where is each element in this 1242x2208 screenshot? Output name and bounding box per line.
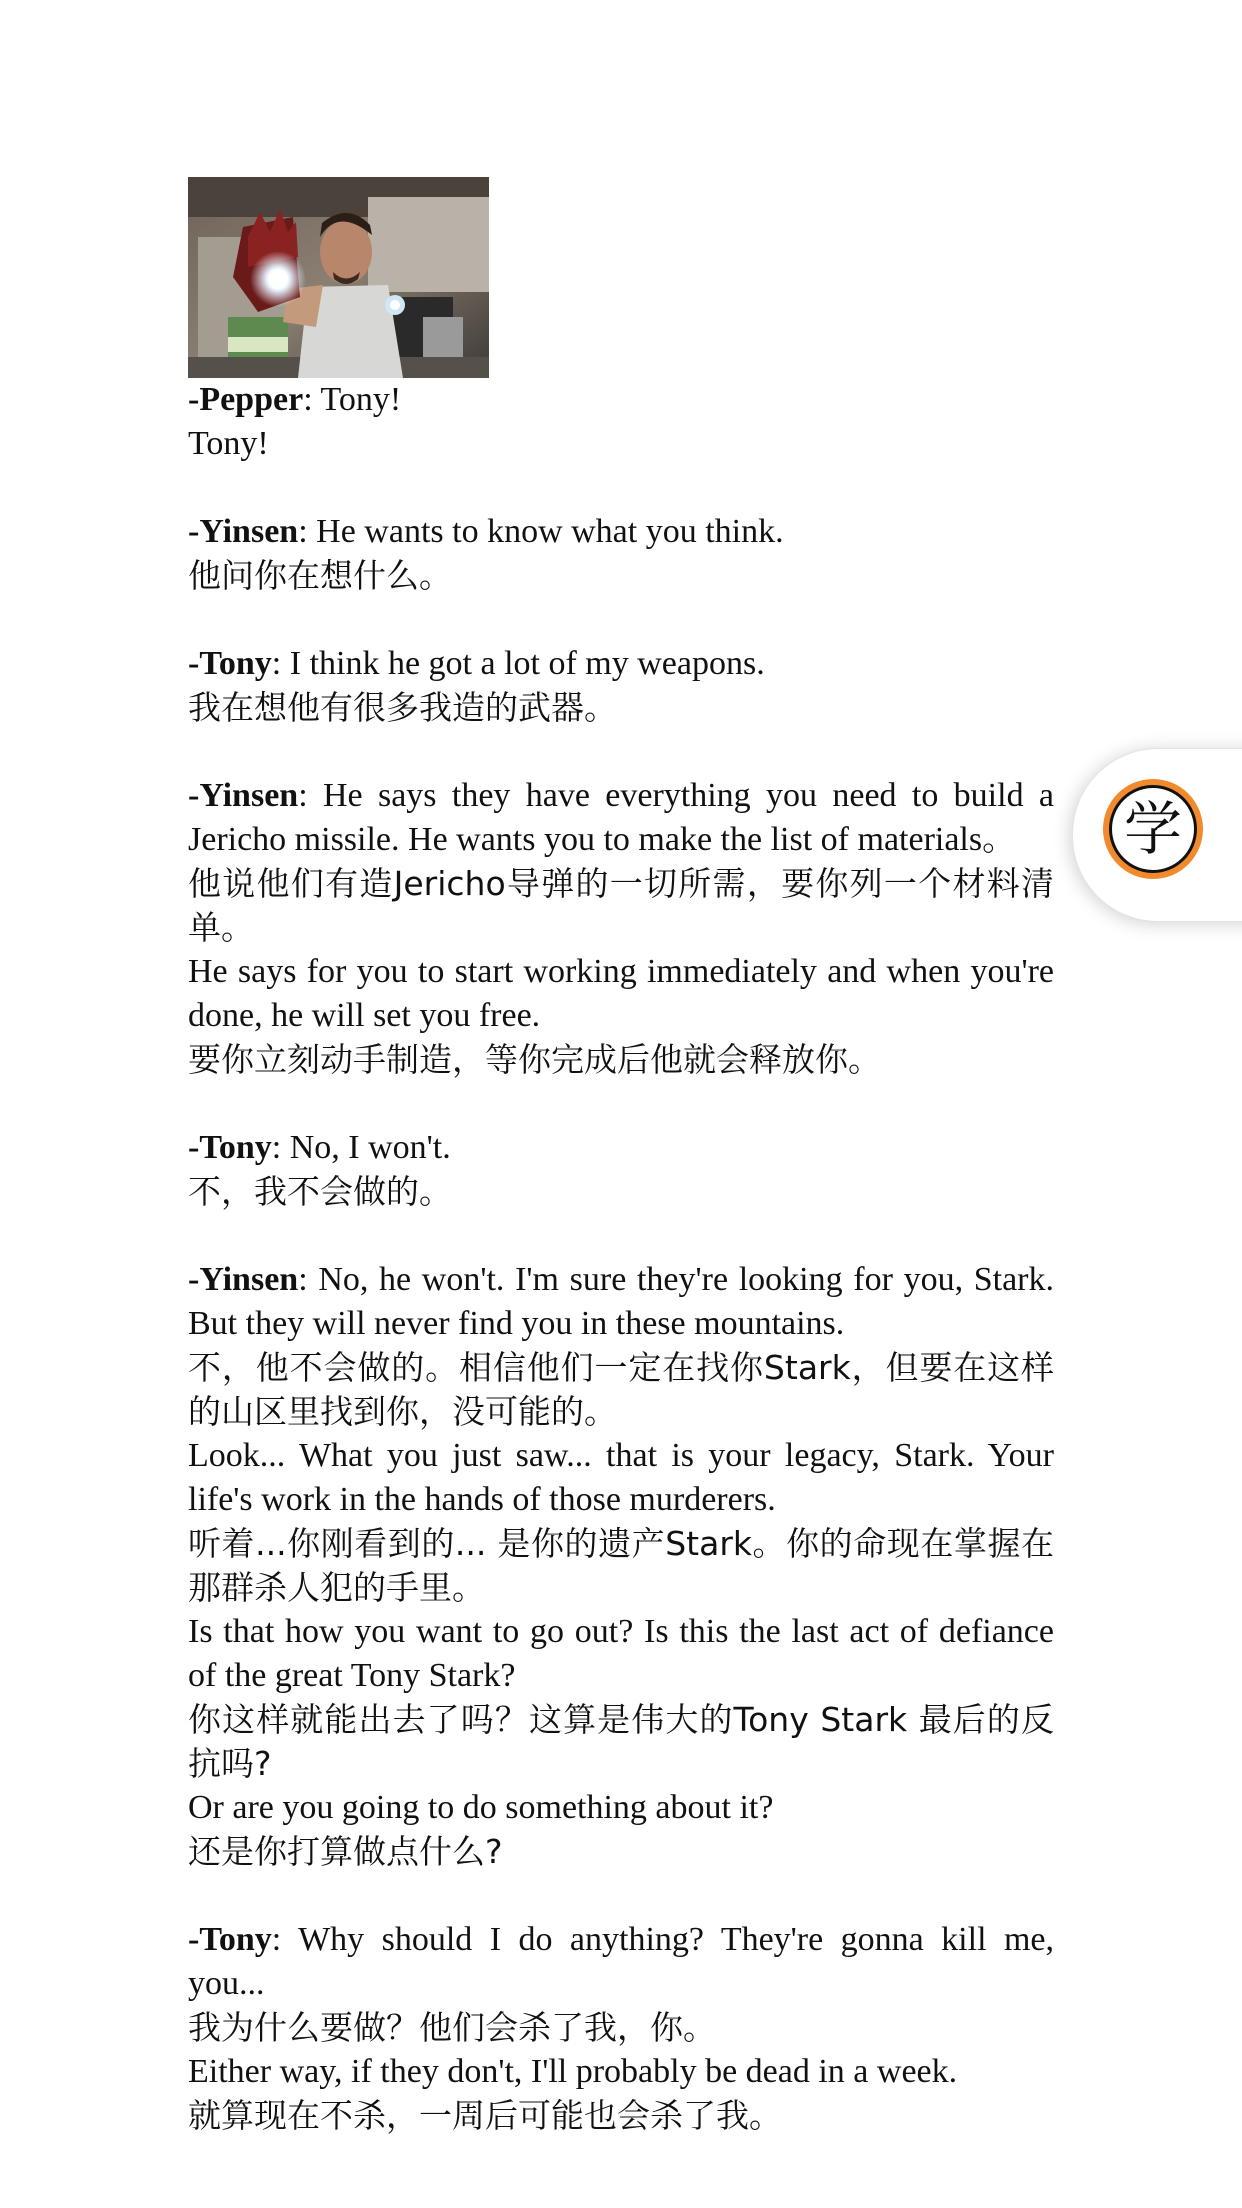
- english-line: [188, 1918, 1054, 2006]
- line-text: 不，他不会做的。相信他们一定在找你Stark，但要在这样的山区里找到你，没可能的。: [188, 1348, 1054, 1431]
- line-text: He says for you to start working immediately and when you're done, he will set you free.: [188, 953, 1054, 1034]
- speaker-name: -Tony: [188, 645, 272, 682]
- speaker-name: -Pepper: [188, 381, 304, 418]
- dialogue-blocks: [188, 378, 1054, 2138]
- speaker-name: -Yinsen: [188, 777, 299, 814]
- line-text: 我在想他有很多我造的武器。: [188, 688, 617, 727]
- dialogue-block: [188, 510, 1054, 598]
- line-text: 他说他们有造Jericho导弹的一切所需，要你列一个材料清单。: [188, 864, 1054, 947]
- chinese-line: [188, 1038, 1054, 1082]
- line-text: 不，我不会做的。: [188, 1172, 452, 1211]
- english-line: [188, 1786, 1054, 1830]
- dialogue-block: [188, 642, 1054, 730]
- dialogue-block: [188, 1918, 1054, 2138]
- chinese-line: [188, 554, 1054, 598]
- line-text: Is that how you want to go out? Is this the last act of defiance of the great Tony Stark?: [188, 1613, 1054, 1694]
- line-text: Or are you going to do something about it?: [188, 1789, 774, 1826]
- speaker-name: -Tony: [188, 1921, 272, 1958]
- speaker-name: -Yinsen: [188, 513, 299, 550]
- dialogue-article: [188, 177, 1054, 2182]
- chinese-line: [188, 2006, 1054, 2050]
- chinese-line: [188, 1346, 1054, 1434]
- english-line: [188, 1434, 1054, 1522]
- line-text: : Tony!: [303, 381, 402, 418]
- chinese-line: [188, 2094, 1054, 2138]
- line-text: 我为什么要做？他们会杀了我，你。: [188, 2008, 716, 2047]
- line-text: 就算现在不杀，一周后可能也会杀了我。: [188, 2096, 782, 2135]
- dialogue-block: [188, 774, 1054, 1082]
- english-line: [188, 774, 1054, 862]
- dialogue-block: [188, 1258, 1054, 1874]
- chinese-line: [188, 686, 1054, 730]
- chinese-line: [188, 1830, 1054, 1874]
- line-text: : I think he got a lot of my weapons.: [271, 645, 765, 682]
- chinese-line: [188, 1170, 1054, 1214]
- dialogue-block: [188, 378, 1054, 466]
- line-text: : He wants to know what you think.: [298, 513, 784, 550]
- movie-still-image: [188, 177, 489, 378]
- speaker-name: -Yinsen: [188, 1261, 299, 1298]
- line-text: 还是你打算做点什么?: [188, 1832, 503, 1871]
- speaker-name: -Tony: [188, 1129, 272, 1166]
- english-line: [188, 950, 1054, 1038]
- english-line: [188, 510, 1054, 554]
- learn-badge-glyph: 学: [1109, 785, 1197, 873]
- learn-badge-icon: [1103, 779, 1203, 879]
- chinese-line: [188, 1698, 1054, 1786]
- line-text: 你这样就能出去了吗？这算是伟大的Tony Stark 最后的反抗吗?: [188, 1700, 1054, 1783]
- line-text: 要你立刻动手制造，等你完成后他就会释放你。: [188, 1040, 881, 1079]
- chinese-line: [188, 1522, 1054, 1610]
- learn-float-button[interactable]: [1072, 748, 1242, 922]
- english-line: [188, 642, 1054, 686]
- line-text: : Why should I do anything? They're gonna kill me, you...: [188, 1921, 1054, 2002]
- chinese-line: [188, 862, 1054, 950]
- line-text: : No, I won't.: [271, 1129, 451, 1166]
- line-text: Tony!: [188, 425, 269, 462]
- english-line: [188, 1258, 1054, 1346]
- line-text: Look... What you just saw... that is your legacy, Stark. Your life's work in the hands of those murderers.: [188, 1437, 1054, 1518]
- english-line: [188, 1126, 1054, 1170]
- line-text: Either way, if they don't, I'll probably be dead in a week.: [188, 2053, 958, 2090]
- line-text: 听着...你刚看到的... 是你的遗产Stark。你的命现在掌握在那群杀人犯的手里。: [188, 1524, 1054, 1607]
- english-line: [188, 2050, 1054, 2094]
- english-line: [188, 1610, 1054, 1698]
- dialogue-block: [188, 1126, 1054, 1214]
- line-text: 他问你在想什么。: [188, 556, 452, 595]
- line-text: : No, he won't. I'm sure they're looking for you, Stark. But they will never find you in these mountains.: [188, 1261, 1054, 1342]
- line-text: : He says they have everything you need to build a Jericho missile. He wants you to make the list of materials。: [188, 777, 1054, 858]
- english-line: [188, 422, 1054, 466]
- english-line: [188, 378, 1054, 422]
